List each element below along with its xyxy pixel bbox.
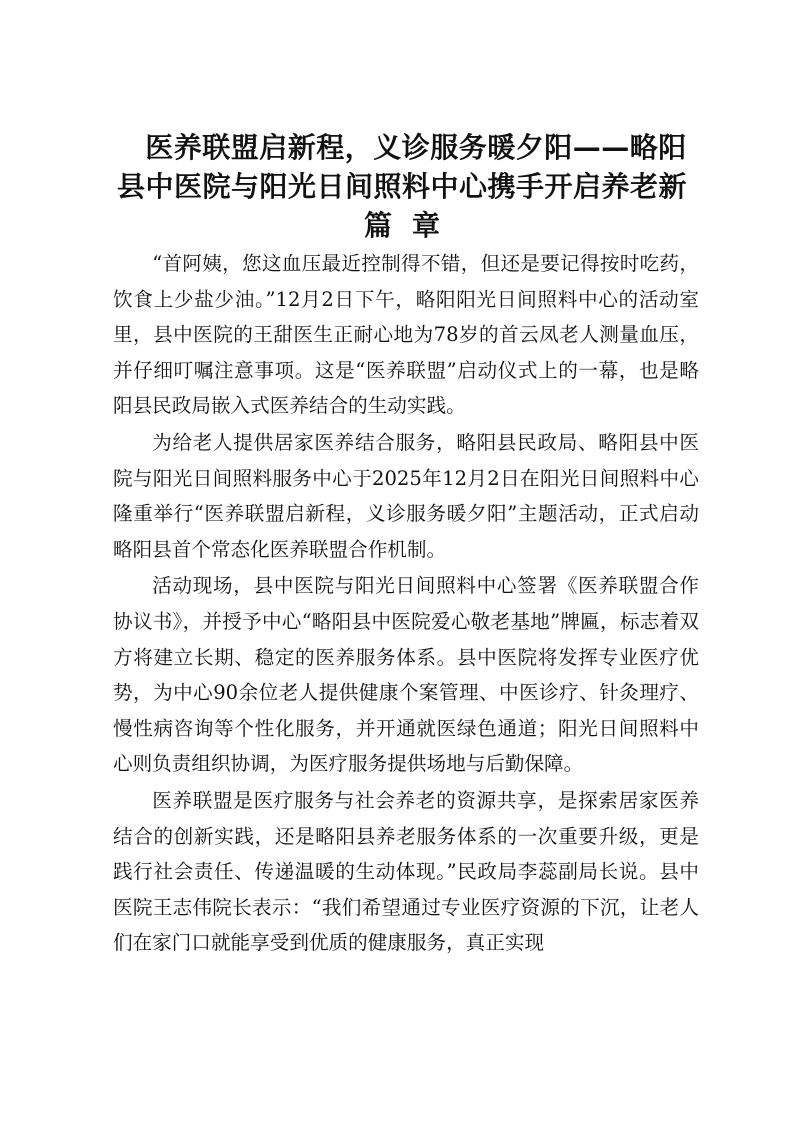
title-line-1: 医养联盟启新程，义诊服务暖夕阳——略阳 [145,131,687,164]
article-title [112,128,692,245]
paragraph-4: 医养联盟是医疗服务与社会养老的资源共享，是探索居家医养结合的创新实践，还是略阳县养老服务体系的一次重要升级，更是践行社会责任、传递温暖的生动体现。”民政局李蕊副局长说。县中医院王志伟院长表示：“我们希望通过专业医疗资源的下沉，让老人们在家门口就能享受到优质的健康服务，真正实现 [113,788,699,955]
article-body [113,246,699,962]
title-line-2: 县中医院与阳光日间照料中心携手开启养老新 [116,170,687,203]
paragraph-3: 活动现场，县中医院与阳光日间照料中心签署《医养联盟合作协议书》，并授予中心“略阳县中医院爱心敬老基地”牌匾，标志着双方将建立长期、稳定的医养服务体系。县中医院将发挥专业医疗优势，为中心90余位老人提供健康个案管理、中医诊疗、针灸理疗、慢性病咨询等个性化服务，并开通就医绿色通道；阳光日间照料中心则负责组织协调，为医疗服务提供场地与后勤保障。 [113,574,699,776]
paragraph-2: 为给老人提供居家医养结合服务，略阳县民政局、略阳县中医院与阳光日间照料服务中心于2025年12月2日在阳光日间照料中心隆重举行“医养联盟启新程，义诊服务暖夕阳”主题活动，正式启动略阳县首个常态化医养联盟合作机制。 [113,430,699,561]
paragraph-1: “首阿姨，您这血压最近控制得不错，但还是要记得按时吃药，饮食上少盐少油。”12月2日下午，略阳阳光日间照料中心的活动室里，县中医院的王甜医生正耐心地为78岁的首云凤老人测量血压，并仔细叮嘱注意事项。这是“医养联盟”启动仪式上的一幕，也是略阳县民政局嵌入式医养结合的生动实践。 [113,252,699,418]
title-line-3: 篇章 [363,209,460,242]
